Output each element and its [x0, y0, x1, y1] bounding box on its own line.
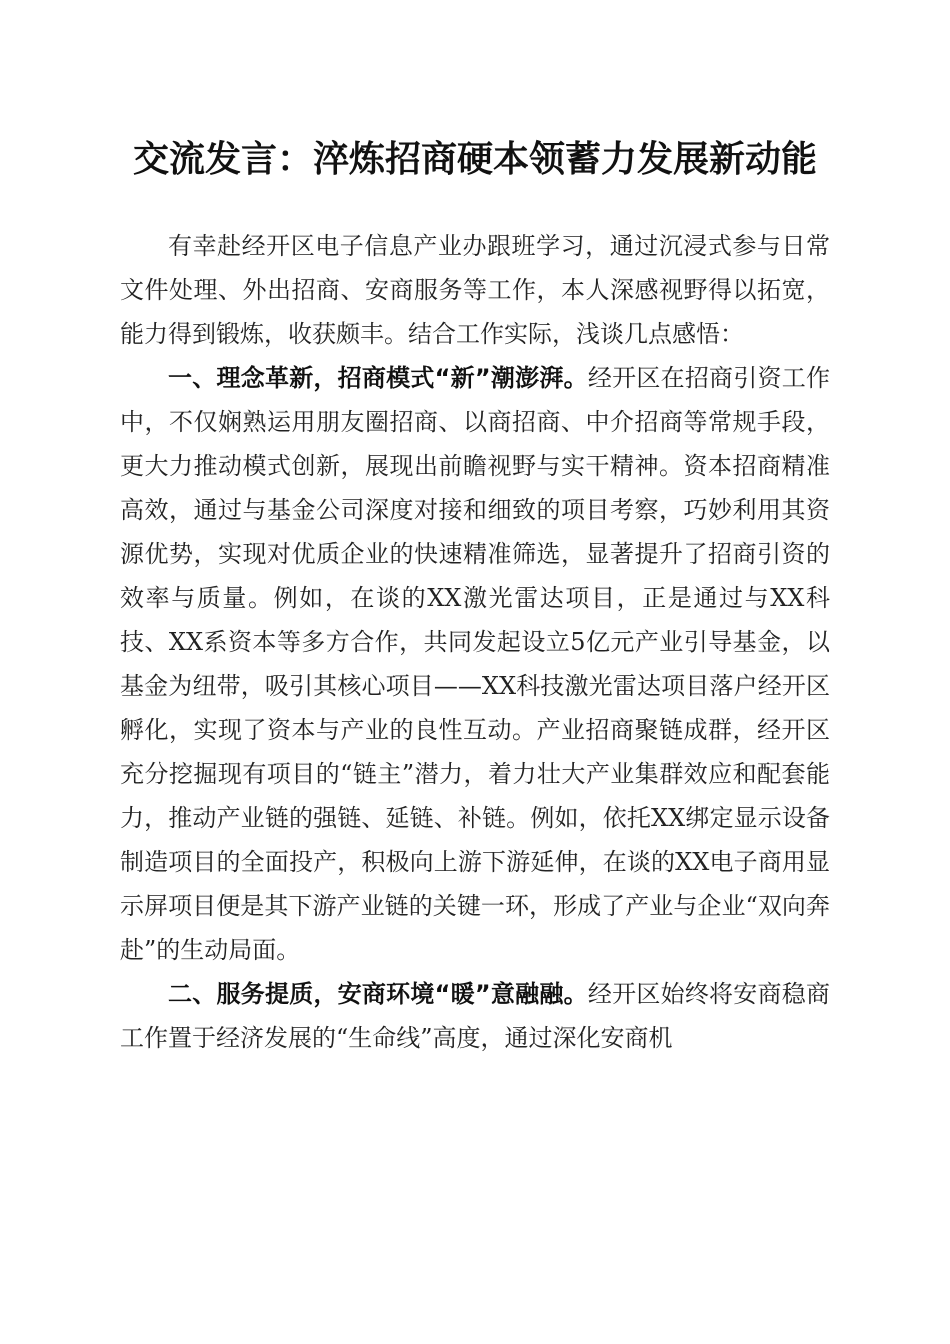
section-1-paragraph	[120, 356, 830, 972]
section-2-heading: 二、服务提质，安商环境“暖”意融融。	[168, 980, 588, 1008]
intro-paragraph: 有幸赴经开区电子信息产业办跟班学习，通过沉浸式参与日常文件处理、外出招商、安商服务等工作，本人深感视野得以拓宽，能力得到锻炼，收获颇丰。结合工作实际，浅谈几点感悟：	[120, 232, 830, 348]
section-2-paragraph	[120, 972, 830, 1060]
document-title: 交流发言：淬炼招商硬本领蓄力发展新动能	[132, 138, 817, 180]
document-body	[120, 224, 830, 1060]
section-1-text: 经开区在招商引资工作中，不仅娴熟运用朋友圈招商、以商招商、中介招商等常规手段，更大力推动模式创新，展现出前瞻视野与实干精神。资本招商精准高效，通过与基金公司深度对接和细致的项目考察，巧妙利用其资源优势，实现对优质企业的快速精准筛选，显著提升了招商引资的效率与质量。例如，在谈的XX激光雷达项目，正是通过与XX科技、XX系资本等多方合作，共同发起设立5亿元产业引导基金，以基金为纽带，吸引其核心项目——XX科技激光雷达项目落户经开区孵化，实现了资本与产业的良性互动。产业招商聚链成群，经开区充分挖掘现有项目的“链主”潜力，着力壮大产业集群效应和配套能力，推动产业链的强链、延链、补链。例如，依托XX绑定显示设备制造项目的全面投产，积极向上游下游延伸，在谈的XX电子商用显示屏项目便是其下游产业链的关键一环，形成了产业与企业“双向奔赴”的生动局面。	[120, 364, 831, 964]
section-2-text: 经开区始终将安商稳商工作置于经济发展的“生命线”高度，通过深化安商机	[120, 980, 831, 1052]
section-1-heading: 一、理念革新，招商模式“新”潮澎湃。	[168, 364, 588, 392]
